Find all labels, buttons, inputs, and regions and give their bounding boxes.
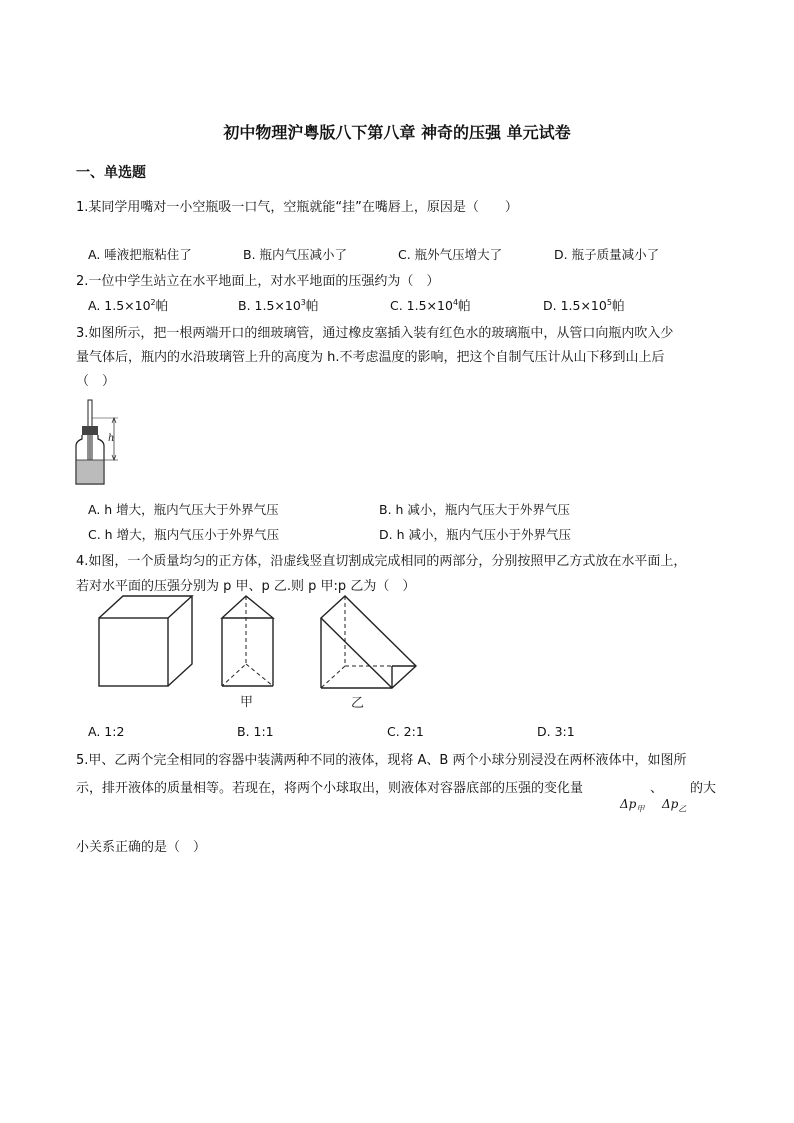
q5-line2b: 、 <box>650 781 664 796</box>
q3-option-a[interactable]: A. h 增大，瓶内气压大于外界气压 <box>88 502 279 517</box>
q4-option-c[interactable]: C. 2:1 <box>387 724 424 739</box>
barometer-figure <box>70 396 140 490</box>
q5-line3: 小关系正确的是（ ） <box>76 840 207 855</box>
q1-option-b[interactable]: B. 瓶内气压减小了 <box>243 247 348 262</box>
q1-option-c[interactable]: C. 瓶外气压增大了 <box>398 247 503 262</box>
q4-line2: 若对水平面的压强分别为 p 甲、p 乙.则 p 甲:p 乙为（ ） <box>76 579 416 594</box>
prism-yi <box>321 596 416 688</box>
cube <box>99 596 192 686</box>
q5-line2c: 的大 <box>690 781 717 796</box>
q2-text: 2.一位中学生站立在水平地面上，对水平地面的压强约为（ ） <box>76 274 440 289</box>
q4-option-b[interactable]: B. 1:1 <box>237 724 274 739</box>
q4-option-d[interactable]: D. 3:1 <box>537 724 575 739</box>
q5-line2a: 示，排开液体的质量相等。若现在，将两个小球取出，则液体对容器底部的压强的变化量 <box>76 781 584 796</box>
q4-option-a[interactable]: A. 1:2 <box>88 724 125 739</box>
q3-line3: （ ） <box>76 374 116 389</box>
q2-option-a[interactable]: A. $1.5\times 10^2$帕 <box>88 297 169 313</box>
q3-line1: 3.如图所示，把一根两端开口的细玻璃管，通过橡皮塞插入装有红色水的玻璃瓶中，从管口向瓶内吹入少 <box>76 326 674 341</box>
q5-line1: 5.甲、乙两个完全相同的容器中装满两种不同的液体，现将 A、B 两个小球分别浸没在两杯液体中，如图所 <box>76 753 687 768</box>
q4-line1: 4.如图，一个质量均匀的正方体，沿虚线竖直切割成完成相同的两部分，分别按照甲乙方式放在水平面上， <box>76 554 687 569</box>
q2-option-c[interactable]: C. $1.5\times 10^4$帕 <box>390 297 471 313</box>
h-label: h <box>108 433 115 444</box>
q3-line2: 量气体后，瓶内的水沿玻璃管上升的高度为 h.不考虑温度的影响，把这个自制气压计从山下移到山上后 <box>76 350 665 365</box>
cube-figure <box>96 594 426 714</box>
label-yi: 乙 <box>351 696 365 711</box>
section-heading: 一、单选题 <box>76 165 146 181</box>
q2-option-d[interactable]: D. $1.5\times 10^5$帕 <box>543 297 625 313</box>
rubber-stopper <box>82 426 98 435</box>
bottle-water <box>77 460 104 483</box>
page-title: 初中物理沪粤版八下第八章 神奇的压强 单元试卷 <box>223 123 571 142</box>
q3-option-b[interactable]: B. h 减小，瓶内气压大于外界气压 <box>379 502 570 517</box>
label-jia: 甲 <box>240 695 254 710</box>
q2-option-b[interactable]: B. $1.5\times 10^3$帕 <box>238 297 319 313</box>
q1-option-a[interactable]: A. 唾液把瓶粘住了 <box>88 247 192 262</box>
delta-p-yi: $\Delta p_乙$ <box>662 797 687 814</box>
q3-option-d[interactable]: D. h 减小，瓶内气压小于外界气压 <box>379 527 571 542</box>
q3-option-c[interactable]: C. h 增大，瓶内气压小于外界气压 <box>88 527 280 542</box>
q1-option-d[interactable]: D. 瓶子质量减小了 <box>554 247 660 262</box>
delta-p-jia: $\Delta p_甲$ <box>620 797 645 814</box>
q1-text: 1.某同学用嘴对一小空瓶吸一口气，空瓶就能“挂”在嘴唇上，原因是（ ） <box>76 200 518 215</box>
prism-jia <box>222 596 273 686</box>
